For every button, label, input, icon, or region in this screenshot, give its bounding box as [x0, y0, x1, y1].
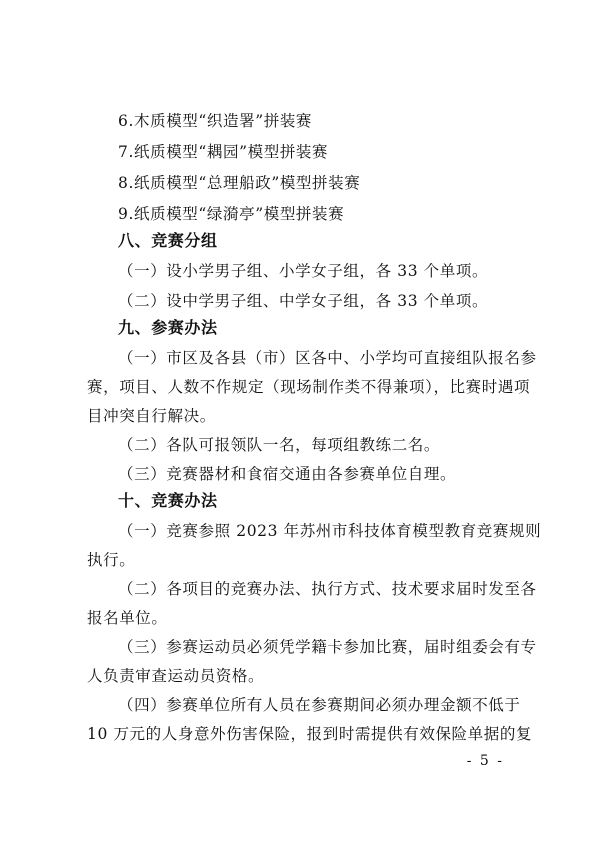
paragraph-line: 执行。: [87, 551, 136, 569]
list-item-8: 8.纸质模型“总理船政”模型拼装赛: [118, 174, 361, 192]
paragraph-line: （二）各项目的竞赛办法、执行方式、技术要求届时发至各: [118, 580, 537, 598]
list-item-6: 6.木质模型“织造署”拼装赛: [118, 112, 313, 130]
paragraph-line: （二）各队可报领队一名，每项组教练二名。: [118, 436, 441, 454]
paragraph-line: （二）设中学男子组、中学女子组，各 33 个单项。: [118, 292, 489, 310]
section-heading-10: 十、竞赛办法: [118, 491, 218, 510]
paragraph-line: 报名单位。: [87, 609, 168, 627]
paragraph-line: 目冲突自行解决。: [87, 407, 216, 425]
list-item-9: 9.纸质模型“绿漪亭”模型拼装赛: [118, 205, 345, 223]
paragraph-line: （三）参赛运动员必须凭学籍卡参加比赛，届时组委会有专: [118, 638, 537, 656]
paragraph-line: （三）竞赛器材和食宿交通由各参赛单位自理。: [118, 465, 457, 483]
paragraph-line: （一）竞赛参照 2023 年苏州市科技体育模型教育竞赛规则: [118, 522, 542, 540]
paragraph-line: （四）参赛单位所有人员在参赛期间必须办理金额不低于: [118, 696, 521, 714]
section-heading-9: 九、参赛办法: [118, 318, 218, 337]
page-number: - 5 -: [466, 753, 504, 769]
paragraph-line: （一）设小学男子组、小学女子组，各 33 个单项。: [118, 262, 489, 280]
paragraph-line: 人负责审查运动员资格。: [87, 667, 265, 685]
paragraph-line: 10 万元的人身意外伤害保险，报到时需提供有效保险单据的复: [87, 725, 533, 743]
paragraph-line: （一）市区及各县（市）区各中、小学均可直接组队报名参: [118, 349, 537, 367]
list-item-7: 7.纸质模型“耦园”模型拼装赛: [118, 143, 329, 161]
paragraph-line: 赛，项目、人数不作规定（现场制作类不得兼项），比赛时遇项: [87, 378, 531, 396]
section-heading-8: 八、竞赛分组: [118, 231, 218, 250]
